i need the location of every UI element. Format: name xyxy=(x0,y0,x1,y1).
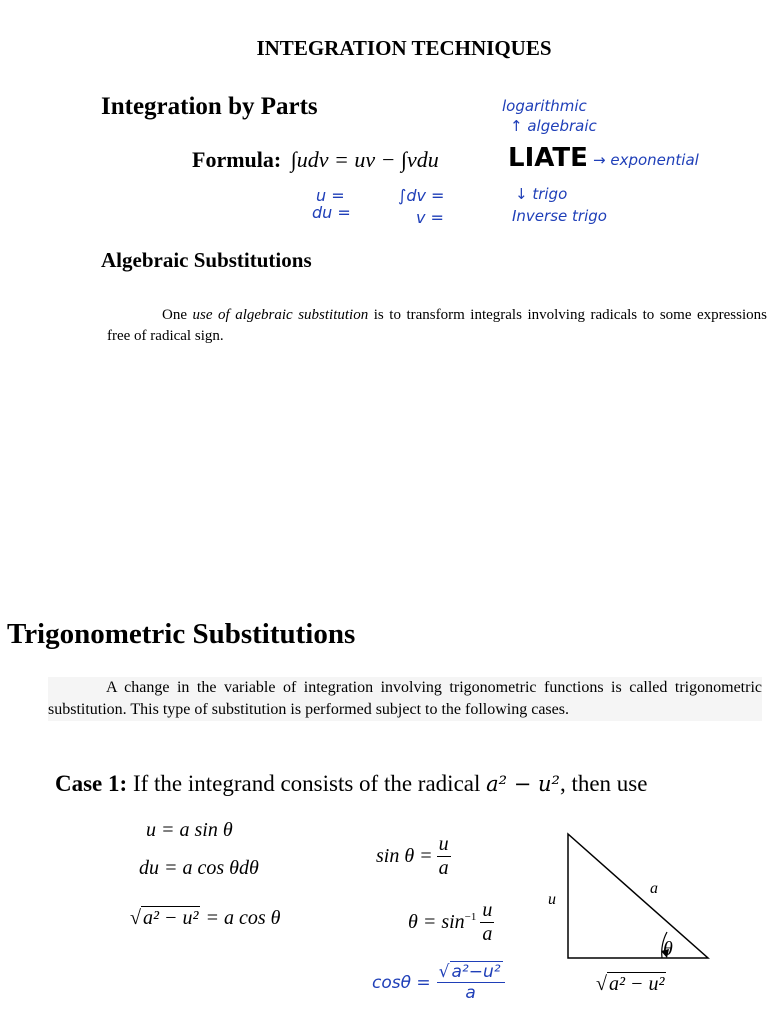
note-logarithmic: logarithmic xyxy=(502,97,587,115)
note-u: u = xyxy=(316,186,345,205)
note-dv: ∫dv = xyxy=(398,186,445,205)
trig-intro: A change in the variable of integration involving trigonometric functions is called trigonometric substitution. This type of substitution is performed subject to the following cases. xyxy=(48,677,762,721)
trig-heading: Trigonometric Substitutions xyxy=(7,618,356,650)
note-inverse-trigo: Inverse trigo xyxy=(512,207,607,225)
case1-radical: a² − u² xyxy=(486,772,560,796)
triangle-base: √ a² − u² xyxy=(596,973,665,995)
eq-theta: θ = sin $^{-1}$ $\frac{u}{a}$ xyxy=(408,899,493,945)
parts-heading: Integration by Parts xyxy=(101,93,318,120)
triangle-side-u: u xyxy=(548,891,556,908)
eq-sqrt: √ a² − u² = a cos θ xyxy=(130,907,281,929)
triangle-hypotenuse-a: a xyxy=(650,880,658,897)
triangle-angle-theta: θ xyxy=(663,938,673,960)
note-trigo: ↓ trigo xyxy=(515,185,568,203)
eq-cos-handwritten: cosθ = $\frac{\text{√ a²−u²}}{a}$ xyxy=(372,962,505,1003)
case1-statement: Case 1: If the integrand consists of the radical a² − u², then use xyxy=(55,771,648,796)
triangle-shape xyxy=(568,834,708,958)
note-exponential: → exponential xyxy=(593,151,699,169)
formula-line xyxy=(192,147,439,173)
liate-mnemonic: LIATE xyxy=(508,143,588,173)
eq-sin: sin θ = $\frac{u}{a}$ xyxy=(376,833,449,879)
note-v: v = xyxy=(416,208,444,227)
case1-label: Case 1: xyxy=(55,771,128,796)
algebraic-paragraph: One use of algebraic substitution is to transform integrals involving radicals to some expressions free of radical sign. xyxy=(107,307,767,344)
arrow-down-icon: ↓ xyxy=(515,185,533,203)
arrow-right-icon: → xyxy=(593,151,611,169)
note-du: du = xyxy=(312,203,351,222)
formula-label: Formula: xyxy=(192,147,282,172)
page-title: INTEGRATION TECHNIQUES xyxy=(256,36,552,60)
eq-du: du = a cos θdθ xyxy=(139,857,259,879)
arrow-up-icon: ↑ xyxy=(510,117,528,135)
eq-u: u = a sin θ xyxy=(146,819,233,841)
parts-formula: ∫udv = uv − ∫vdu xyxy=(290,147,439,172)
note-algebraic: ↑ algebraic xyxy=(510,117,597,135)
algebraic-heading: Algebraic Substitutions xyxy=(101,248,312,272)
